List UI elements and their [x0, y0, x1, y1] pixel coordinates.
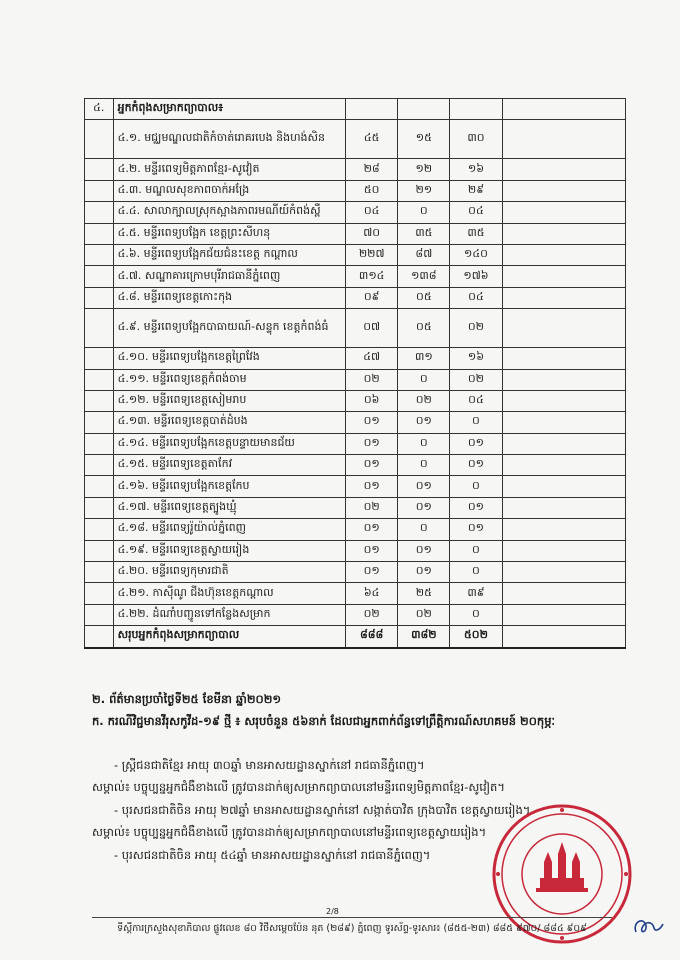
- value-col-2: ០: [398, 202, 450, 223]
- empty-cell: [502, 266, 625, 287]
- value-col-3: ០: [450, 476, 502, 497]
- value-col-2: ០១: [398, 562, 450, 583]
- facility-name: ៤.១១. មន្ទីរពេទ្យខេត្តកំពង់ចាម: [113, 369, 346, 390]
- table-row: [85, 120, 626, 159]
- table-row: [85, 180, 626, 201]
- table-row: [85, 562, 626, 583]
- value-total: ០៦: [346, 390, 398, 411]
- value-col-3: ០: [450, 540, 502, 561]
- table-row: [85, 159, 626, 180]
- patients-table: [84, 98, 626, 649]
- table-row: [85, 412, 626, 433]
- row-number-cell: [85, 433, 114, 454]
- value-total: ០១: [346, 562, 398, 583]
- case-bullet-2: - បុរសជនជាតិចិន អាយុ ២៧ឆ្នាំ មានអាសយដ្ឋានស្នាក់នៅ សង្កាត់បាវិត ក្រុងបាវិត ខេត្តស្វាយរៀង។: [114, 803, 531, 817]
- table-row: [85, 244, 626, 265]
- section-title: អ្នកកំពុងសម្រាកព្យាបាល៖: [113, 99, 346, 120]
- value-col-3: ០: [450, 604, 502, 625]
- row-number-cell: [85, 562, 114, 583]
- value-col-3: ១៦: [450, 159, 502, 180]
- total-value-3: ៥០២: [450, 626, 502, 648]
- empty-cell: [502, 309, 625, 348]
- table-row: [85, 583, 626, 604]
- value-total: ០១: [346, 455, 398, 476]
- value-col-3: ០២: [450, 369, 502, 390]
- empty-cell: [502, 562, 625, 583]
- value-total: ០១: [346, 476, 398, 497]
- facility-name: ៤.៧. សណ្ឋាគារក្រោមបុរីរាជធានីភ្នំពេញ: [113, 266, 346, 287]
- value-total: ០៤: [346, 202, 398, 223]
- row-number-cell: [85, 455, 114, 476]
- table-row: [85, 223, 626, 244]
- table-row: [85, 497, 626, 518]
- table-row: [85, 348, 626, 369]
- empty-cell: [502, 159, 625, 180]
- value-col-3: ១៦: [450, 348, 502, 369]
- empty-cell: [502, 369, 625, 390]
- empty-cell: [502, 455, 625, 476]
- facility-name: ៤.១៤. មន្ទីរពេទ្យបង្អែកខេត្តបន្ទាយមានជ័យ: [113, 433, 346, 454]
- facility-name: ៤.២០. មន្ទីរពេទ្យកុមារជាតិ: [113, 562, 346, 583]
- empty-cell: [502, 223, 625, 244]
- value-col-2: ០១: [398, 497, 450, 518]
- row-number-cell: [85, 519, 114, 540]
- value-col-3: ០១: [450, 455, 502, 476]
- facility-name: ៤.២. មន្ទីរពេទ្យមិត្តភាពខ្មែរ-សូវៀត: [113, 159, 346, 180]
- row-number-cell: [85, 266, 114, 287]
- value-col-2: ៣១: [398, 348, 450, 369]
- row-number-cell: [85, 497, 114, 518]
- empty-cell: [502, 497, 625, 518]
- value-col-2: ០១: [398, 540, 450, 561]
- facility-name: ៤.៦. មន្ទីរពេទ្យបង្អែកជ័យជំនះខេត្ត កណ្ដាល: [113, 244, 346, 265]
- empty-cell: [502, 626, 625, 648]
- value-col-2: ១៣៨: [398, 266, 450, 287]
- value-total: ៥០: [346, 180, 398, 201]
- value-col-3: ០: [450, 562, 502, 583]
- empty-cell: [502, 202, 625, 223]
- empty-cell: [502, 180, 625, 201]
- row-number-cell: [85, 412, 114, 433]
- facility-name: ៤.៨. មន្ទីរពេទ្យខេត្តកោះកុង: [113, 287, 346, 308]
- value-col-3: ០១: [450, 433, 502, 454]
- row-number-cell: [85, 120, 114, 159]
- table-row: [85, 309, 626, 348]
- value-col-3: ០១: [450, 497, 502, 518]
- facility-name: ៤.១២. មន្ទីរពេទ្យខេត្តសៀមរាប: [113, 390, 346, 411]
- table-row: [85, 540, 626, 561]
- value-col-3: ០: [450, 412, 502, 433]
- section-header-row: [85, 99, 626, 120]
- value-total: ០៩: [346, 287, 398, 308]
- value-col-3: ០៤: [450, 287, 502, 308]
- case-note-1: សម្គាល់៖ បច្ចុប្បន្នអ្នកជំងឺខាងលើ ត្រូវបានដាក់ឲ្យសម្រាកព្យាបាលនៅមន្ទីរពេទ្យមិត្តភាពខ្មែរ-សូវៀត។: [92, 780, 505, 794]
- empty-cell: [502, 519, 625, 540]
- value-total: ៧០: [346, 223, 398, 244]
- value-col-2: ០: [398, 369, 450, 390]
- value-total: ៣១៤: [346, 266, 398, 287]
- facility-name: ៤.១៥. មន្ទីរពេទ្យខេត្តតាកែវ: [113, 455, 346, 476]
- case-paragraph-a: ក. ករណីវិជ្ជមានវីរុសកូវីដ-១៩ ថ្មី ៖ សរុបចំនួន ៥៦នាក់ ដែលជាអ្នកពាក់ព័ន្ធទៅព្រឹត្តិការណ៍សហគមន៍ ២០កុម្ភៈ: [92, 714, 555, 728]
- value-total: ០១: [346, 433, 398, 454]
- value-col-2: ០៥: [398, 287, 450, 308]
- row-number-cell: [85, 390, 114, 411]
- value-total: ៤៥: [346, 120, 398, 159]
- value-col-2: ០១: [398, 476, 450, 497]
- value-col-2: ៣៥: [398, 223, 450, 244]
- total-value-1: ៨៨៨: [346, 626, 398, 648]
- case-bullet-1: - ស្ត្រីជនជាតិខ្មែរ អាយុ ៣០ឆ្នាំ មានអាសយដ្ឋានស្នាក់នៅ រាជធានីភ្នំពេញ។: [114, 758, 425, 772]
- row-number-cell: [85, 202, 114, 223]
- row-number-cell: [85, 159, 114, 180]
- table-row: [85, 476, 626, 497]
- value-col-2: ០: [398, 455, 450, 476]
- value-total: ០១: [346, 412, 398, 433]
- footer-divider: [92, 917, 612, 918]
- section-number: ៤.: [85, 99, 114, 120]
- value-col-3: ០៤: [450, 202, 502, 223]
- empty-cell: [502, 287, 625, 308]
- value-col-3: ១៤០: [450, 244, 502, 265]
- row-number-cell: [85, 287, 114, 308]
- empty-cell: [502, 604, 625, 625]
- case-note-2: សម្គាល់៖ បច្ចុប្បន្នអ្នកជំងឺខាងលើ ត្រូវបានដាក់ឲ្យសម្រាកព្យាបាលនៅមន្ទីរពេទ្យខេត្តស្វាយរៀង។: [92, 825, 487, 839]
- value-col-2: ១៥: [398, 120, 450, 159]
- value-total: ០៧: [346, 309, 398, 348]
- value-total: ០១: [346, 540, 398, 561]
- facility-name: ៤.៣. មណ្ឌលសុខភាពចាក់អង្រែ: [113, 180, 346, 201]
- facility-name: ៤.១០. មន្ទីរពេទ្យបង្អែកខេត្តព្រៃវែង: [113, 348, 346, 369]
- handwritten-signature: [630, 912, 666, 940]
- facility-name: ៤.១៧. មន្ទីរពេទ្យខេត្តត្បូងឃ្មុំ: [113, 497, 346, 518]
- case-bullet-3: - បុរសជនជាតិចិន អាយុ ៥៤ឆ្នាំ មានអាសយដ្ឋានស្នាក់នៅ រាជធានីភ្នំពេញ។: [114, 848, 431, 862]
- row-number-cell: [85, 583, 114, 604]
- value-total: ៤៧: [346, 348, 398, 369]
- value-col-3: ០៤: [450, 390, 502, 411]
- table-row: [85, 202, 626, 223]
- row-number-cell: [85, 604, 114, 625]
- value-col-2: ០: [398, 519, 450, 540]
- value-col-3: ៣០: [450, 120, 502, 159]
- facility-name: ៤.៩. មន្ទីរពេទ្យបង្អែកបាធាយណ៍-សន្ទុក ខេត្តកំពង់ធំ: [113, 309, 346, 348]
- empty-cell: [502, 540, 625, 561]
- facility-name: ៤.១. មជ្ឈមណ្ឌលជាតិកំចាត់រោគរបេង និងហង់សិន: [113, 120, 346, 159]
- section-2-heading: ២. ព័ត៌មានប្រចាំថ្ងៃទី២៥ ខែមីនា ឆ្នាំ២០២១: [92, 692, 282, 706]
- row-number-cell: [85, 626, 114, 648]
- value-col-2: ០២: [398, 390, 450, 411]
- page-number: 2/8: [326, 907, 339, 916]
- total-row: [85, 626, 626, 648]
- value-col-3: ០១: [450, 519, 502, 540]
- value-col-2: ០៥: [398, 309, 450, 348]
- value-total: ០២: [346, 369, 398, 390]
- value-col-2: ២៥: [398, 583, 450, 604]
- empty-cell: [502, 583, 625, 604]
- value-col-3: ៣៩: [450, 583, 502, 604]
- value-col-3: ២៩: [450, 180, 502, 201]
- value-total: ០១: [346, 519, 398, 540]
- facility-name: ៤.២២. ដំណាំបញ្ជូនទៅកន្លែងសម្រាក: [113, 604, 346, 625]
- value-total: ២២៧: [346, 244, 398, 265]
- value-total: ០២: [346, 604, 398, 625]
- table-row: [85, 519, 626, 540]
- value-total: ០២: [346, 497, 398, 518]
- value-col-2: ០១: [398, 412, 450, 433]
- row-number-cell: [85, 309, 114, 348]
- table-row: [85, 266, 626, 287]
- total-label: សរុបអ្នកកំពុងសម្រាកព្យាបាល: [113, 626, 346, 648]
- row-number-cell: [85, 540, 114, 561]
- row-number-cell: [85, 180, 114, 201]
- empty-cell: [502, 476, 625, 497]
- value-total: ៦៤: [346, 583, 398, 604]
- value-col-3: ១៧៦: [450, 266, 502, 287]
- facility-name: ៤.៤. សាលាក្បាលស្រុកស្អាងភាពរមណីយ៍កំពង់ស្ពឺ: [113, 202, 346, 223]
- table-row: [85, 604, 626, 625]
- table-row: [85, 455, 626, 476]
- value-col-2: ០: [398, 433, 450, 454]
- value-col-2: ៨៧: [398, 244, 450, 265]
- empty-cell: [502, 348, 625, 369]
- table-row: [85, 433, 626, 454]
- facility-name: ៤.៥. មន្ទីរពេទ្យបង្អែក ខេត្តព្រះសីហនុ: [113, 223, 346, 244]
- row-number-cell: [85, 223, 114, 244]
- value-col-2: ២១: [398, 180, 450, 201]
- row-number-cell: [85, 476, 114, 497]
- value-total: ២៨: [346, 159, 398, 180]
- facility-name: ៤.១៦. មន្ទីរពេទ្យបង្អែកខេត្តកែប: [113, 476, 346, 497]
- empty-cell: [502, 244, 625, 265]
- row-number-cell: [85, 244, 114, 265]
- value-col-3: ០២: [450, 309, 502, 348]
- empty-cell: [502, 390, 625, 411]
- facility-name: ៤.២១. កាស៊ីណូ ជីងហ៊ុនខេត្តកណ្ដាល: [113, 583, 346, 604]
- value-col-3: ៣៥: [450, 223, 502, 244]
- row-number-cell: [85, 348, 114, 369]
- value-col-2: ១២: [398, 159, 450, 180]
- facility-name: ៤.១៣. មន្ទីរពេទ្យខេត្តបាត់ដំបង: [113, 412, 346, 433]
- footer-address: ទីស្តីការក្រសួងសុខាភិបាល ផ្លូវលេខ ៨០ វិថីសម្តេចប៉ែន នុត (២៨៩) ភ្នំពេញ ទូរស័ព្ទ-ទូរសារ៖ (៨៥៥-២៣) ៨៨៥ ៩៧០/ ៨៨៤ ៩០៩: [117, 923, 587, 934]
- value-col-2: ០២: [398, 604, 450, 625]
- table-row: [85, 369, 626, 390]
- total-value-2: ៣៨២: [398, 626, 450, 648]
- table-row: [85, 287, 626, 308]
- facility-name: ៤.១៨. មន្ទីរពេទ្យរ៉ូយ៉ាល់ភ្នំពេញ: [113, 519, 346, 540]
- table-row: [85, 390, 626, 411]
- empty-cell: [502, 120, 625, 159]
- row-number-cell: [85, 369, 114, 390]
- empty-cell: [502, 412, 625, 433]
- empty-cell: [502, 433, 625, 454]
- facility-name: ៤.១៩. មន្ទីរពេទ្យខេត្តស្វាយរៀង: [113, 540, 346, 561]
